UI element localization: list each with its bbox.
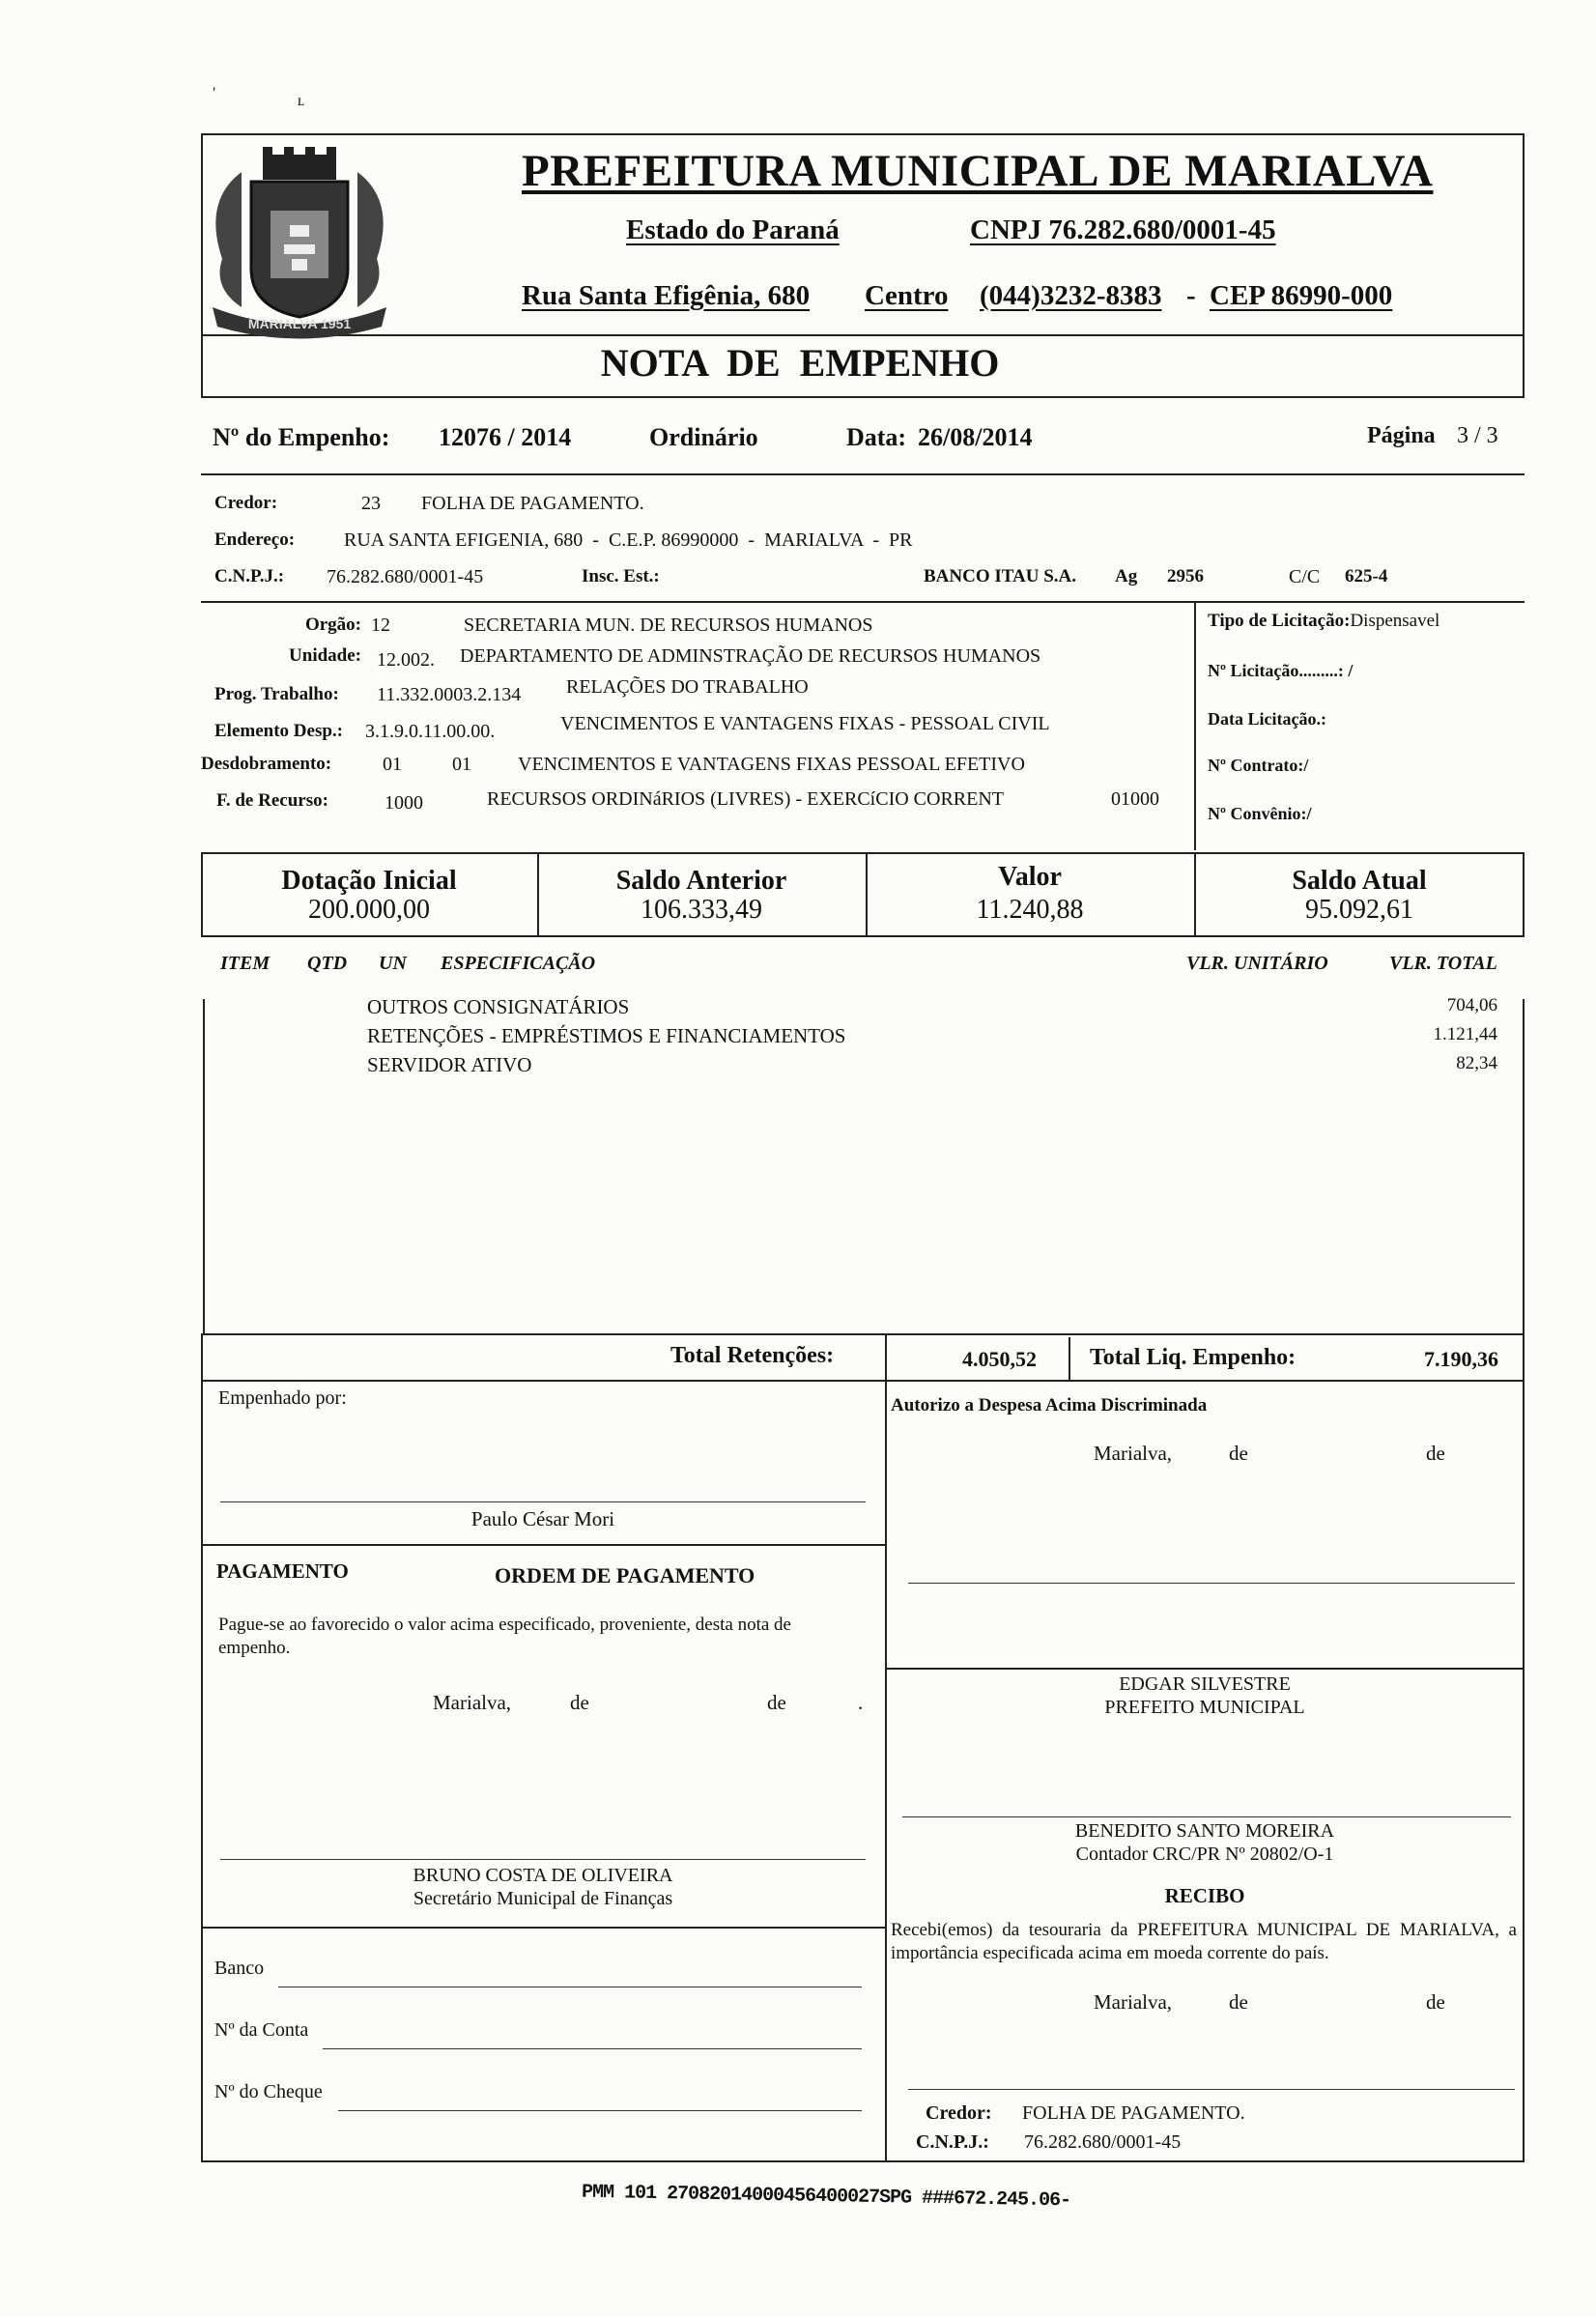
licitacao-number: Nº Licitação.........: / — [1208, 661, 1354, 680]
dotacao-value: 200.000,00 — [308, 895, 430, 925]
footer-code: PMM 101 27082014000456400027SPG ###672.245.06- — [581, 2181, 1071, 2213]
recibo-credor-label: Credor: — [926, 2102, 992, 2124]
header-cnpj: CNPJ 76.282.680/0001-45 — [970, 214, 1276, 245]
prefeito-cargo: PREFEITO MUNICIPAL — [1104, 1697, 1305, 1718]
item-row-3: SERVIDOR ATIVO — [367, 1053, 532, 1076]
cc-label: C/C — [1289, 566, 1321, 587]
document-title: NOTA DE EMPENHO — [600, 341, 1000, 385]
recibo-de-1: de — [1229, 1990, 1248, 2014]
recibo-credor-name: FOLHA DE PAGAMENTO. — [1022, 2102, 1245, 2124]
empenho-date: 26/08/2014 — [918, 423, 1033, 451]
cheque-label: Nº do Cheque — [214, 2081, 323, 2102]
contador-nome: BENEDITO SANTO MOREIRA — [1074, 1820, 1335, 1842]
item-row-2-total: 1.121,44 — [1433, 1024, 1497, 1044]
credor-label: Credor: — [214, 493, 278, 513]
pagamento-city: Marialva, — [433, 1691, 512, 1714]
autorizo-city: Marialva, — [1094, 1442, 1173, 1465]
elemento-code: 3.1.9.0.11.00.00. — [365, 721, 496, 742]
header-district: Centro — [865, 280, 949, 311]
desdobramento-label: Desdobramento: — [201, 754, 332, 774]
saldo-anterior-label: Saldo Anterior — [615, 866, 787, 896]
desdobramento-code-1: 01 — [383, 754, 402, 775]
col-item: ITEM — [220, 953, 271, 974]
empenhado-signature-line — [220, 1501, 866, 1502]
orgao-label: Orgão: — [304, 615, 361, 635]
conta-field[interactable] — [323, 2048, 862, 2049]
insc-label: Insc. Est.: — [582, 566, 660, 586]
recibo-title: RECIBO — [1164, 1884, 1245, 1907]
col-vlr-total: VLR. TOTAL — [1389, 953, 1497, 974]
recurso-label: F. de Recurso: — [216, 790, 328, 811]
contrato-number: Nº Contrato:/ — [1208, 756, 1309, 775]
items-left-border — [203, 999, 205, 1333]
empenhado-por-label: Empenhado por: — [218, 1387, 347, 1409]
ordem-pagamento-label: ORDEM DE PAGAMENTO — [495, 1563, 755, 1587]
total-retencoes-value: 4.050,52 — [962, 1347, 1037, 1371]
banco-label: Banco — [214, 1958, 265, 1979]
municipal-crest-icon — [203, 143, 396, 346]
retencoes-divider — [201, 1380, 1525, 1382]
prog-desc: RELAÇÕES DO TRABALHO — [566, 676, 809, 698]
autorizo-signature-line — [908, 1583, 1515, 1584]
recibo-cnpj: 76.282.680/0001-45 — [1024, 2131, 1182, 2153]
pagamento-dot: . — [858, 1691, 864, 1714]
saldo-atual-label: Saldo Atual — [1292, 866, 1427, 896]
header-phone: (044)3232-8383 — [980, 280, 1162, 311]
cheque-field[interactable] — [338, 2110, 862, 2111]
prog-code: 11.332.0003.2.134 — [377, 684, 522, 705]
bottom-box — [201, 1333, 1525, 2162]
bank-name: BANCO ITAU S.A. — [924, 566, 1077, 586]
header-address: Rua Santa Efigênia, 680 — [522, 280, 811, 311]
item-row-1-total: 704,06 — [1446, 995, 1497, 1015]
item-row-3-total: 82,34 — [1456, 1053, 1497, 1073]
item-row-1: OUTROS CONSIGNATÁRIOS — [367, 995, 630, 1018]
empenho-number: 12076 / 2014 — [439, 423, 572, 451]
empenho-label: Nº do Empenho: — [213, 423, 390, 451]
col-spec: ESPECIFICAÇÃO — [441, 953, 596, 974]
pagamento-de-2: de — [767, 1691, 786, 1714]
col-un: UN — [379, 953, 407, 974]
credor-cnpj: 76.282.680/0001-45 — [327, 566, 484, 587]
header-cep: CEP 86990-000 — [1210, 280, 1393, 311]
banco-divider — [201, 1927, 885, 1929]
agency-label: Ag — [1115, 566, 1138, 586]
state-name: Estado do Paraná — [626, 214, 840, 245]
recibo-de-2: de — [1426, 1990, 1445, 2014]
total-retencoes-label: Total Retenções: — [670, 1343, 835, 1368]
empenhado-nome: Paulo César Mori — [470, 1507, 615, 1530]
contador-signature-line — [902, 1816, 1511, 1817]
tipo-licitacao: Tipo de Licitação:Dispensavel — [1208, 611, 1440, 631]
total-liquido-label: Total Liq. Empenho: — [1090, 1345, 1297, 1370]
saldo-anterior-value: 106.333,49 — [641, 895, 762, 925]
elemento-label: Elemento Desp.: — [214, 721, 343, 741]
retencoes-sep — [1069, 1337, 1070, 1380]
items-right-border — [1523, 999, 1525, 1333]
secretario-signature-line — [220, 1859, 866, 1860]
pague-se-text: Pague-se ao favorecido o valor acima especificado, proveniente, desta nota de empenho. — [218, 1615, 791, 1658]
pagamento-label: PAGAMENTO — [216, 1559, 349, 1583]
page-number: 3 / 3 — [1457, 423, 1498, 448]
valor-label: Valor — [998, 862, 1062, 892]
pagamento-de-1: de — [570, 1691, 589, 1714]
licitacao-date: Data Licitação.: — [1208, 709, 1326, 729]
prog-label: Prog. Trabalho: — [214, 684, 339, 704]
convenio-number: Nº Convênio:/ — [1208, 804, 1312, 823]
orgao-desc: SECRETARIA MUN. DE RECURSOS HUMANOS — [464, 615, 873, 636]
dotacao-label: Dotação Inicial — [281, 866, 457, 896]
recibo-cnpj-label: C.N.P.J.: — [916, 2131, 989, 2153]
header-separator: - — [1186, 280, 1196, 311]
empenho-type: Ordinário — [649, 423, 758, 451]
licitacao-divider — [1194, 601, 1196, 850]
pagamento-divider — [201, 1544, 885, 1546]
page-label: Página — [1367, 423, 1436, 448]
recurso-code: 1000 — [385, 792, 423, 814]
credor-cnpj-label: C.N.P.J.: — [214, 566, 285, 586]
cc-number: 625-4 — [1345, 566, 1388, 586]
recibo-signature-line — [908, 2089, 1515, 2090]
credor-address: RUA SANTA EFIGENIA, 680 - C.E.P. 86990000 - MARIALVA - PR — [344, 529, 913, 551]
prefeito-divider — [885, 1668, 1525, 1670]
recibo-text: Recebi(emos) da tesouraria da PREFEITURA MUNICIPAL DE MARIALVA, a importância especificada acima em moeda corrente do país. — [891, 1920, 1517, 1963]
total-liquido-value: 7.190,36 — [1424, 1347, 1498, 1371]
autorizo-de-1: de — [1229, 1442, 1248, 1465]
credor-divider — [201, 601, 1525, 603]
municipality-title: PREFEITURA MUNICIPAL DE MARIALVA — [522, 146, 1434, 196]
bottom-center-divider — [885, 1333, 887, 2162]
credor-name: FOLHA DE PAGAMENTO. — [421, 493, 644, 514]
saldo-atual-value: 95.092,61 — [1305, 895, 1413, 925]
secretario-cargo: Secretário Municipal de Finanças — [413, 1888, 673, 1909]
autorizo-label: Autorizo a Despesa Acima Discriminada — [891, 1395, 1208, 1415]
elemento-desc: VENCIMENTOS E VANTAGENS FIXAS - PESSOAL CIVIL — [560, 713, 1050, 734]
empenho-divider — [201, 473, 1525, 475]
agency-number: 2956 — [1167, 566, 1204, 586]
prefeito-nome: EDGAR SILVESTRE — [1119, 1673, 1291, 1695]
recurso-code-2: 01000 — [1111, 788, 1159, 810]
recurso-desc: RECURSOS ORDINáRIOS (LIVRES) - EXERCíCIO CORRENT — [487, 788, 1005, 810]
secretario-nome: BRUNO COSTA DE OLIVEIRA — [413, 1865, 673, 1886]
contador-cargo: Contador CRC/PR Nº 20802/O-1 — [1075, 1844, 1334, 1865]
item-row-2: RETENÇÕES - EMPRÉSTIMOS E FINANCIAMENTOS — [367, 1024, 846, 1047]
credor-code: 23 — [361, 493, 381, 514]
scan-mark-2: ʟ — [298, 93, 304, 109]
header-divider — [201, 334, 1525, 336]
scan-mark-1: ′ — [213, 85, 216, 101]
svg-text:MARIALVA 1951: MARIALVA 1951 — [247, 316, 352, 331]
empenho-date-label: Data: — [846, 423, 907, 451]
col-vlr-unit: VLR. UNITÁRIO — [1186, 953, 1328, 974]
address-label: Endereço: — [214, 529, 296, 550]
desdobramento-desc: VENCIMENTOS E VANTAGENS FIXAS PESSOAL EFETIVO — [518, 754, 1025, 775]
valor-value: 11.240,88 — [976, 895, 1084, 925]
conta-label: Nº da Conta — [214, 2019, 309, 2041]
unidade-code: 12.002. — [377, 649, 435, 671]
orgao-code: 12 — [371, 615, 390, 636]
recibo-city: Marialva, — [1094, 1990, 1173, 2014]
unidade-label: Unidade: — [289, 645, 361, 666]
desdobramento-code-2: 01 — [452, 754, 471, 775]
col-qtd: QTD — [307, 953, 348, 974]
unidade-desc: DEPARTAMENTO DE ADMINSTRAÇÃO DE RECURSOS HUMANOS — [460, 645, 1041, 667]
autorizo-de-2: de — [1426, 1442, 1445, 1465]
